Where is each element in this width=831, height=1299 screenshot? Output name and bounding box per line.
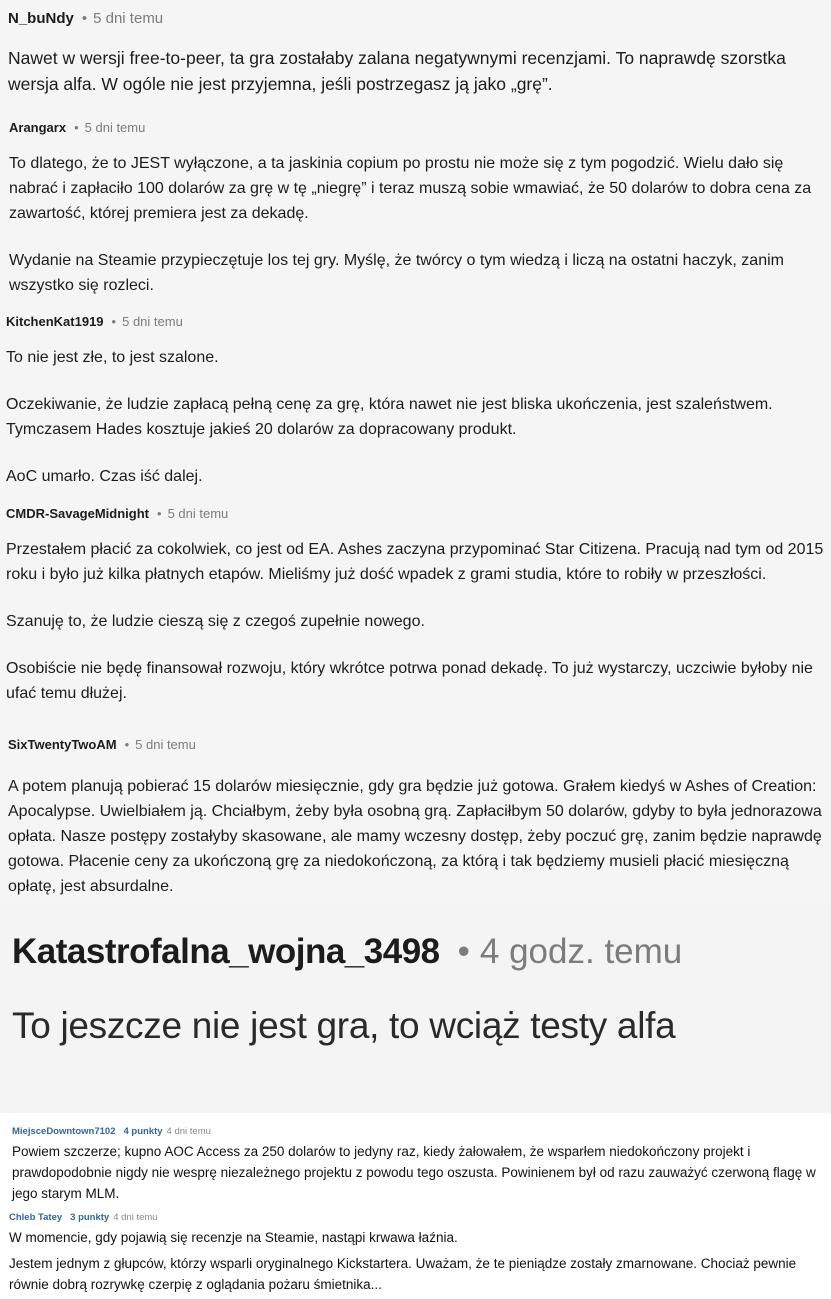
username[interactable]: Katastrofalna_wojna_3498 <box>12 932 440 971</box>
username[interactable]: Arangarx <box>9 120 67 135</box>
timestamp[interactable]: 4 godz. temu <box>479 932 683 971</box>
comment <box>0 737 831 899</box>
comment-meta <box>9 120 831 135</box>
comment <box>0 506 831 706</box>
comment-body: Przestałem płacić za cokolwiek, co jest od EA. Ashes zaczyna przypominać Star Citizena. Pracują nad tym od 2015 roku i było już kilka płatnych etapów. Mieliśmy już dość wpadek z grami studia, które to robiły w przeszłości. <box>6 541 824 583</box>
comment-body: Wydanie na Steamie przypieczętuje los tej gry. Myślę, że twórcy o tym wiedzą i liczą na ostatni haczyk, zanim wszystko się rozleci. <box>9 252 784 294</box>
comment-body: A potem planują pobierać 15 dolarów miesięcznie, gdy gra będzie już gotowa. Grałem kiedyś w Ashes of Creation: Apocalypse. Uwielbiałem ją. Chciałbym, żeby była osobną grą. Zapłaciłbym 50 dolarów, gdyby to była jednorazowa opłata. Nasze postępy zostałyby skasowane, ale mamy wczesny dostęp, żeby poczuć grę, zanim będzie naprawdę gotowa. Płacenie ceny za ukończoną grę za niedokończoną, za którą i tak będziemy musieli płacić miesięczną opłatę, jest absurdalne. <box>8 778 822 895</box>
comment-old-style <box>0 1126 831 1204</box>
separator-dot: • <box>111 314 117 329</box>
timestamp[interactable]: 5 dni temu <box>167 506 229 521</box>
comment-meta <box>12 1126 831 1137</box>
username[interactable]: Chleb Tatey <box>9 1212 63 1223</box>
comment <box>0 120 831 298</box>
points: 4 punkty <box>123 1126 163 1137</box>
separator-dot: • <box>81 10 88 27</box>
separator-dot: • <box>74 120 79 135</box>
comment-meta <box>9 1212 831 1223</box>
separator-dot: • <box>457 932 470 971</box>
comment-meta <box>6 506 831 521</box>
comment-meta <box>6 314 831 329</box>
comment-body: Powiem szczerze; kupno AOC Access za 250 dolarów to jedyny raz, kiedy żałowałem, że wsparłem niedokończony projekt i prawdopodobnie nigdy nie wesprę niezależnego projektu z powodu tego oszusta. Powinienem był od razu zauważyć czerwoną flagę w jego starym MLM. <box>12 1144 816 1201</box>
username[interactable]: N_buNdy <box>8 10 74 27</box>
username[interactable]: KitchenKat1919 <box>6 314 104 329</box>
comment <box>0 10 831 97</box>
comment-body: Nawet w wersji free-to-peer, ta gra zostałaby zalana negatywnymi recenzjami. To naprawdę szorstka wersja alfa. W ogóle nie jest przyjemna, jeśli postrzegasz ją jako „grę”. <box>8 48 786 94</box>
separator-dot: • <box>157 506 162 521</box>
comment-old-style <box>0 1212 831 1295</box>
timestamp[interactable]: 5 dni temu <box>122 314 183 329</box>
comment-body: Osobiście nie będę finansował rozwoju, który wkrótce potrwa ponad dekadę. To już wystarczy, uczciwie byłoby nie ufać temu dłużej. <box>6 660 813 702</box>
comment-body: To dlatego, że to JEST wyłączone, a ta jaskinia copium po prostu nie może się z tym pogodzić. Wielu dało się nabrać i zapłaciło 100 dolarów za grę w tę „niegrę” i teraz muszą sobie wmawiać, że 50 dolarów to dobra cena za zawartość, której premiera jest za dekadę. <box>9 155 812 222</box>
timestamp[interactable]: 5 dni temu <box>84 120 146 135</box>
separator-dot: • <box>124 737 130 752</box>
username[interactable]: CMDR-SavageMidnight <box>6 506 149 521</box>
comment-meta <box>8 10 831 27</box>
comment-body: To nie jest złe, to jest szalone. <box>6 349 219 366</box>
comment-body: Jestem jednym z głupców, którzy wsparli oryginalnego Kickstartera. Uważam, że te pieniądze zostały zmarnowane. Chociaż pewnie równie dobrą rozrywkę czerpię z oglądania pożaru śmietnika... <box>9 1256 797 1292</box>
comment-zoomed <box>0 932 831 1048</box>
comment-body: To jeszcze nie jest gra, to wciąż testy alfa <box>12 1005 676 1046</box>
comment-body: Oczekiwanie, że ludzie zapłacą pełną cenę za grę, która nawet nie jest bliska ukończenia, jest szaleństwem. Tymczasem Hades kosztuje jakieś 20 dolarów za dopracowany produkt. <box>6 396 773 438</box>
points: 3 punkty <box>70 1212 110 1223</box>
comment-body: AoC umarło. Czas iść dalej. <box>6 468 203 485</box>
timestamp[interactable]: 4 dni temu <box>166 1126 211 1137</box>
timestamp[interactable]: 5 dni temu <box>135 737 196 752</box>
comment-meta <box>12 932 831 972</box>
username[interactable]: SixTwentyTwoAM <box>8 737 117 752</box>
comment-meta <box>8 737 831 752</box>
comment-body: Szanuję to, że ludzie cieszą się z czegoś zupełnie nowego. <box>6 613 425 630</box>
comment-body: W momencie, gdy pojawią się recenzje na Steamie, nastąpi krwawa łaźnia. <box>9 1230 458 1245</box>
username[interactable]: MiejsceDowntown7102 <box>12 1126 116 1137</box>
timestamp[interactable]: 5 dni temu <box>93 10 164 27</box>
comment <box>0 314 831 489</box>
timestamp[interactable]: 4 dni temu <box>113 1212 158 1223</box>
